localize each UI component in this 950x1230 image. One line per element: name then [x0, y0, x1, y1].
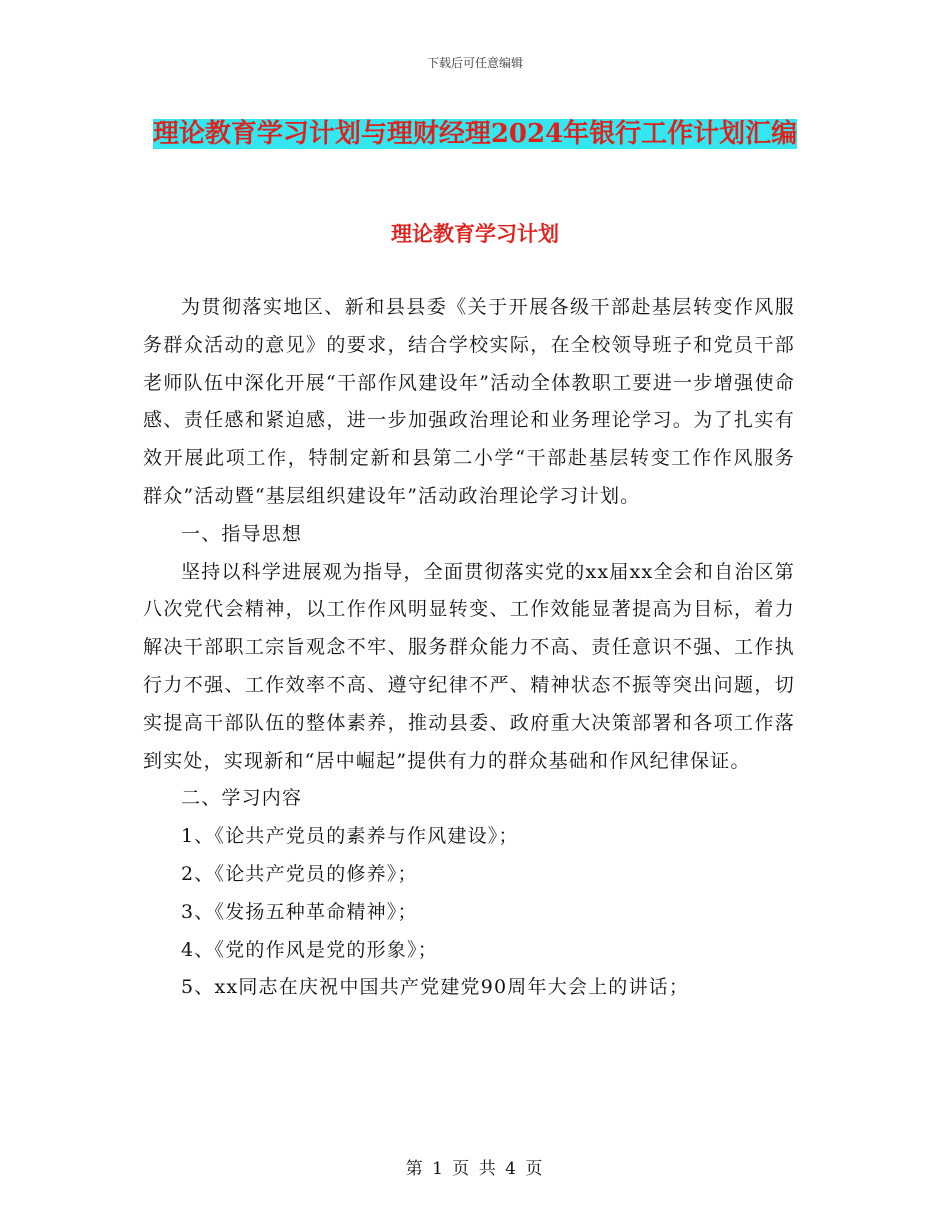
heading-study-content: 二、学习内容 — [181, 787, 303, 810]
document-body — [143, 289, 795, 1007]
heading-guiding-ideology: 一、指导思想 — [181, 522, 303, 545]
guiding-ideology-paragraph: 坚持以科学进展观为指导，全面贯彻落实党的xx届xx全会和自治区第八次党代会精神，以工作作风明显转变、工作效能显著提高为目标，着力解决干部职工宗旨观念不牢、服务群众能力不高、责任意识不强、工作执行力不强、工作效率不高、遵守纪律不严、精神状态不振等突出问题，切实提高干部队伍的整体素养，推动县委、政府重大决策部署和各项工作落到实处，实现新和“居中崛起”提供有力的群众基础和作风纪律保证。 — [143, 560, 795, 772]
intro-paragraph: 为贯彻落实地区、新和县县委《关于开展各级干部赴基层转变作风服务群众活动的意见》的要求，结合学校实际，在全校领导班子和党员干部老师队伍中深化开展“干部作风建设年”活动全体教职工要进一步增强使命感、责任感和紧迫感，进一步加强政治理论和业务理论学习。为了扎实有效开展此项工作，特制定新和县第二小学“干部赴基层转变工作作风服务群众”活动暨“基层组织建设年”活动政治理论学习计划。 — [143, 296, 795, 507]
list-item: 4、《党的作风是党的形象》； — [181, 938, 438, 961]
header-note: 下载后可任意编辑 — [426, 56, 523, 70]
list-item: 5、xx同志在庆祝中国共产党建党90周年大会上的讲话； — [181, 976, 690, 999]
list-item: 2、《论共产党员的修养》； — [181, 862, 418, 885]
list-item: 3、《发扬五种革命精神》； — [181, 900, 418, 923]
page-indicator: 第 1 页 共 4 页 — [405, 1159, 545, 1179]
section-title: 理论教育学习计划 — [391, 221, 559, 246]
document-title-text: 理论教育学习计划与理财经理2024年银行工作计划汇编 — [152, 119, 798, 149]
document-title — [140, 110, 810, 158]
list-item: 1、《论共产党员的素养与作风建设》； — [181, 825, 519, 848]
